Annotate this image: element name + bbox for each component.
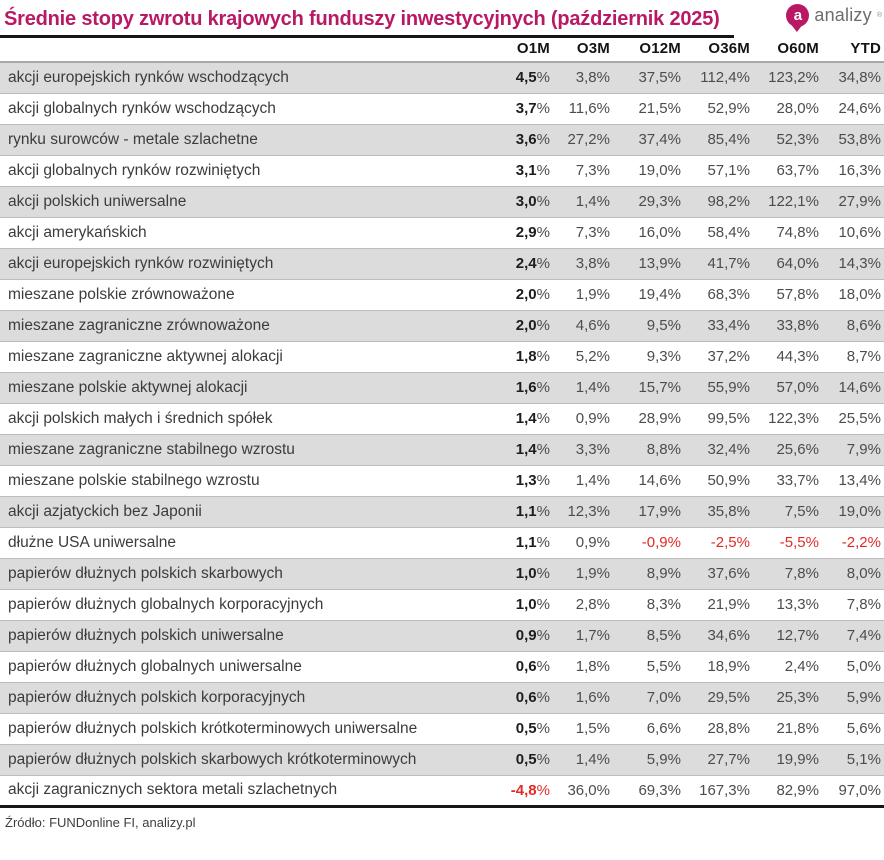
value-cell: 50,9% [707,472,750,489]
value-cell: 3,6% [515,131,550,148]
value-cell: 68,3% [707,286,750,303]
value-cell: 1,5% [575,720,610,737]
fund-category-label: papierów dłużnych globalnych korporacyjnych [8,595,324,613]
fund-category-label: akcji zagranicznych sektora metali szlachetnych [8,781,338,798]
value-cell: 8,8% [646,441,681,458]
value-cell: 28,8% [707,720,750,737]
logo-trademark: ® [876,12,882,19]
value-cell: 1,4% [575,751,610,768]
value-cell: 25,3% [776,689,819,706]
value-cell: 1,8% [515,348,550,365]
value-cell: 5,9% [846,689,881,706]
value-cell: 36,0% [567,781,610,799]
fund-category-label: mieszane zagraniczne aktywnej alokacji [8,347,283,365]
source-note: Źródło: FUNDonline FI, analizy.pl [5,814,196,830]
fund-category-label: akcji globalnych rynków rozwiniętych [8,161,261,179]
value-cell: 2,9% [515,224,550,241]
value-cell: 1,6% [515,379,550,396]
value-cell: 2,0% [515,286,550,303]
value-cell: 21,8% [776,720,819,737]
value-cell: 53,8% [838,131,881,148]
value-cell: 82,9% [776,781,819,799]
value-cell: 1,1% [515,503,550,520]
fund-category-label: mieszane polskie aktywnej alokacji [8,378,248,396]
value-cell: 27,7% [707,751,750,768]
value-cell: 122,1% [768,193,819,210]
value-cell: 98,2% [707,193,750,210]
value-cell: 11,6% [568,100,610,117]
value-cell: 7,8% [846,596,881,613]
value-cell: 112,4% [700,69,750,87]
table-row [0,124,884,155]
table-row [0,651,884,682]
page-title: Średnie stopy zwrotu krajowych funduszy inwestycyjnych (październik 2025) [0,0,734,38]
value-cell: 0,6% [515,689,550,706]
value-cell: 7,9% [846,441,881,458]
value-cell: 2,4% [784,658,819,675]
value-cell: 0,9% [575,534,610,551]
value-cell: 1,4% [575,379,610,396]
value-cell: 5,1% [846,751,881,768]
value-cell: 5,0% [846,658,881,675]
table-row [0,434,884,465]
value-cell: 18,9% [707,658,750,675]
fund-category-label: papierów dłużnych polskich korporacyjnych [8,688,306,706]
value-cell: 25,6% [776,441,819,458]
value-cell: 5,9% [646,751,681,768]
analizy-bubble-icon [786,4,809,27]
value-cell: 6,6% [646,720,681,737]
value-cell: 64,0% [776,255,819,272]
value-cell: 1,4% [575,193,610,210]
table-row [0,279,884,310]
value-cell: 37,4% [638,131,681,148]
value-cell: 33,8% [776,317,819,334]
value-cell: 7,3% [575,224,610,241]
value-cell: 122,3% [768,410,819,427]
value-cell: 15,7% [638,379,681,396]
value-cell: 37,5% [638,69,681,87]
value-cell: 18,0% [838,286,881,303]
report-footer [0,808,884,830]
value-cell: 58,4% [707,224,750,241]
value-cell: 0,9% [575,410,610,427]
value-cell: 2,8% [575,596,610,613]
table-row [0,248,884,279]
value-cell: 3,3% [575,441,610,458]
value-cell: 33,4% [707,317,750,334]
column-header-o60m: O60M [753,38,822,62]
value-cell: 52,3% [776,131,819,148]
value-cell: 13,3% [776,596,819,613]
value-cell: 4,5% [515,69,550,87]
value-cell: 1,9% [575,565,610,582]
table-header-row [0,38,884,62]
value-cell: 3,0% [515,193,550,210]
value-cell: 3,7% [515,100,550,117]
value-cell: 57,8% [776,286,819,303]
value-cell: 167,3% [699,781,750,799]
table-row [0,341,884,372]
table-body [0,62,884,806]
value-cell: 33,7% [776,472,819,489]
value-cell: 27,9% [838,193,881,210]
fund-category-label: akcji polskich uniwersalne [8,192,187,210]
returns-table [0,38,884,808]
value-cell: 28,9% [638,410,681,427]
fund-category-label: papierów dłużnych polskich skarbowych [8,564,283,582]
value-cell: 10,6% [838,224,881,241]
column-header-category [0,38,489,62]
value-cell: 1,1% [515,534,550,551]
value-cell: 1,0% [515,596,550,613]
value-cell: 55,9% [707,379,750,396]
table-row [0,93,884,124]
value-cell: 2,0% [515,317,550,334]
column-header-o12m: O12M [613,38,684,62]
value-cell: 19,4% [638,286,681,303]
value-cell: 0,9% [515,627,550,644]
value-cell: 13,9% [638,255,681,272]
column-header-o1m: O1M [489,38,553,62]
value-cell: 97,0% [838,781,881,799]
value-cell: 44,3% [776,348,819,365]
fund-category-label: dłużne USA uniwersalne [8,533,177,551]
fund-category-label: akcji globalnych rynków wschodzących [8,99,276,117]
fund-category-label: akcji polskich małych i średnich spółek [8,409,273,427]
fund-category-label: mieszane zagraniczne zrównoważone [8,316,270,334]
value-cell: 9,3% [646,348,681,365]
value-cell: 8,6% [846,317,881,334]
value-cell: 1,6% [575,689,610,706]
value-cell: 14,6% [638,472,681,489]
value-cell: 1,3% [515,472,550,489]
fund-category-label: akcji europejskich rynków wschodzących [8,68,289,86]
table-row [0,372,884,403]
value-cell: -2,2% [841,534,881,551]
value-cell: 52,9% [707,100,750,117]
value-cell: 19,9% [776,751,819,768]
value-cell: 5,2% [575,348,610,365]
fund-category-label: akcji amerykańskich [8,223,147,241]
value-cell: 4,6% [575,317,610,334]
value-cell: 99,5% [707,410,750,427]
value-cell: 19,0% [638,162,681,179]
value-cell: 0,5% [515,751,550,768]
value-cell: -4,8% [510,781,550,799]
value-cell: 57,1% [707,162,750,179]
value-cell: 3,1% [515,162,550,179]
value-cell: 37,2% [707,348,750,365]
value-cell: 3,8% [575,255,610,272]
value-cell: 3,8% [575,69,610,87]
value-cell: 1,4% [515,441,550,458]
value-cell: 34,8% [838,69,881,87]
value-cell: 2,4% [515,255,550,272]
value-cell: 8,5% [646,627,681,644]
fund-category-label: rynku surowców - metale szlachetne [8,130,258,148]
fund-category-label: papierów dłużnych polskich krótkoterminowych uniwersalne [8,719,418,737]
value-cell: -2,5% [710,534,750,551]
value-cell: 13,4% [838,472,881,489]
value-cell: 7,3% [575,162,610,179]
value-cell: 29,3% [638,193,681,210]
fund-category-label: papierów dłużnych polskich uniwersalne [8,626,284,644]
table-row [0,155,884,186]
value-cell: 5,5% [646,658,681,675]
table-row [0,682,884,713]
column-header-o3m: O3M [553,38,613,62]
table-row [0,465,884,496]
value-cell: 1,9% [575,286,610,303]
value-cell: 1,4% [575,472,610,489]
value-cell: 35,8% [707,503,750,520]
analizy-logo[interactable] [786,4,882,27]
value-cell: 85,4% [707,131,750,148]
value-cell: 1,0% [515,565,550,582]
value-cell: 123,2% [768,69,819,87]
value-cell: 14,3% [838,255,881,272]
fund-category-label: mieszane polskie stabilnego wzrostu [8,471,260,489]
fund-category-label: papierów dłużnych globalnych uniwersalne [8,657,302,675]
value-cell: 21,9% [707,596,750,613]
value-cell: 29,5% [707,689,750,706]
table-row [0,558,884,589]
table-row [0,186,884,217]
logo-letter: a [793,7,803,24]
value-cell: 12,7% [776,627,819,644]
table-row [0,217,884,248]
value-cell: -5,5% [779,534,819,551]
value-cell: 8,0% [846,565,881,582]
fund-category-label: mieszane polskie zrównoważone [8,285,235,303]
value-cell: 74,8% [776,224,819,241]
value-cell: 34,6% [707,627,750,644]
value-cell: 69,3% [638,781,681,799]
column-header-ytd: YTD [822,38,884,62]
value-cell: 16,3% [838,162,881,179]
value-cell: 16,0% [638,224,681,241]
fund-category-label: mieszane zagraniczne stabilnego wzrostu [8,440,295,458]
value-cell: 9,5% [646,317,681,334]
value-cell: 1,7% [575,627,610,644]
value-cell: 5,6% [846,720,881,737]
value-cell: 17,9% [638,503,681,520]
value-cell: 7,8% [784,565,819,582]
value-cell: 27,2% [567,131,610,148]
table-row [0,744,884,775]
value-cell: 1,8% [575,658,610,675]
value-cell: 0,6% [515,658,550,675]
value-cell: 7,4% [846,627,881,644]
value-cell: 19,0% [838,503,881,520]
value-cell: 57,0% [776,379,819,396]
value-cell: 25,5% [838,410,881,427]
table-row [0,496,884,527]
value-cell: 21,5% [638,100,681,117]
table-row [0,713,884,744]
column-header-o36m: O36M [684,38,753,62]
value-cell: 24,6% [838,100,881,117]
fund-category-label: akcji azjatyckich bez Japonii [8,502,202,520]
value-cell: 14,6% [838,379,881,396]
value-cell: 8,7% [846,348,881,365]
value-cell: 8,3% [646,596,681,613]
logo-wordmark: analizy [814,5,872,25]
fund-category-label: papierów dłużnych polskich skarbowych krótkoterminowych [8,750,417,768]
table-row [0,403,884,434]
value-cell: 28,0% [776,100,819,117]
table-row [0,310,884,341]
value-cell: 12,3% [567,503,610,520]
value-cell: 37,6% [707,565,750,582]
table-row [0,620,884,651]
value-cell: 7,0% [646,689,681,706]
value-cell: 7,5% [784,503,819,520]
value-cell: 63,7% [776,162,819,179]
table-row [0,589,884,620]
table-row [0,527,884,558]
value-cell: 1,4% [515,410,550,427]
fund-category-label: akcji europejskich rynków rozwiniętych [8,254,274,272]
value-cell: 0,5% [515,720,550,737]
value-cell: 41,7% [707,255,750,272]
table-row [0,775,884,806]
table-row [0,62,884,93]
value-cell: 32,4% [707,441,750,458]
report-header [0,0,884,38]
value-cell: -0,9% [641,534,681,551]
value-cell: 8,9% [646,565,681,582]
